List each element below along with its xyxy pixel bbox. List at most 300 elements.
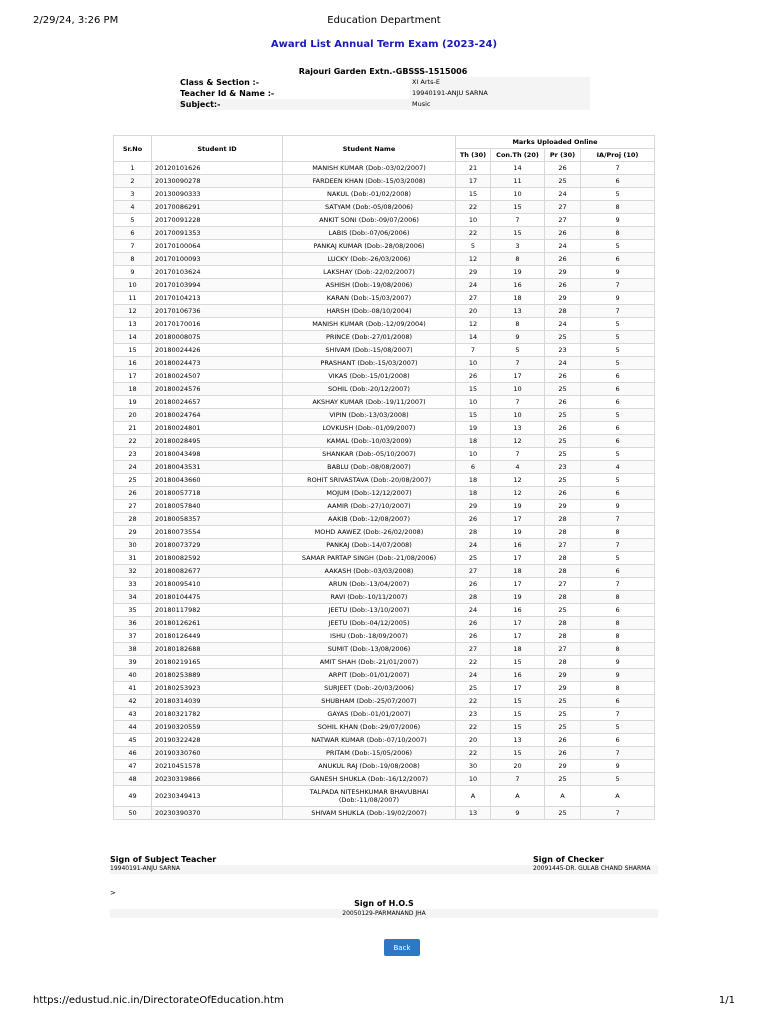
cell-conth: 15 <box>491 708 545 721</box>
teacher-row <box>176 88 590 99</box>
cell-sname: JEETU (Dob:-13/10/2007) <box>283 604 456 617</box>
cell-sid: 20120101626 <box>152 162 283 175</box>
cell-srno: 11 <box>114 292 152 305</box>
table-row <box>114 773 655 786</box>
table-row <box>114 695 655 708</box>
table-row <box>114 643 655 656</box>
cell-th: 28 <box>456 526 491 539</box>
cell-sname: MANISH KUMAR (Dob:-12/09/2004) <box>283 318 456 331</box>
cell-pr: 25 <box>545 409 581 422</box>
cell-sname: AMIT SHAH (Dob:-21/01/2007) <box>283 656 456 669</box>
cell-srno: 29 <box>114 526 152 539</box>
table-row <box>114 461 655 474</box>
teacher-value: 19940191-ANJU SARNA <box>410 88 590 99</box>
cell-sname: ARUN (Dob:-13/04/2007) <box>283 578 456 591</box>
cell-pr: 23 <box>545 461 581 474</box>
cell-sname: SUMIT (Dob:-13/08/2006) <box>283 643 456 656</box>
cell-sname: ISHU (Dob:-18/09/2007) <box>283 630 456 643</box>
cell-sid: 20230319866 <box>152 773 283 786</box>
cell-ia: 5 <box>581 552 655 565</box>
header-ia: IA/Proj (10) <box>581 149 655 162</box>
cell-ia: 7 <box>581 539 655 552</box>
cell-sid: 20180024426 <box>152 344 283 357</box>
cell-ia: 6 <box>581 422 655 435</box>
cell-sid: 20180082677 <box>152 565 283 578</box>
cell-ia: 6 <box>581 370 655 383</box>
cell-sname: KARAN (Dob:-15/03/2007) <box>283 292 456 305</box>
cell-srno: 45 <box>114 734 152 747</box>
cell-conth: 7 <box>491 214 545 227</box>
cell-srno: 47 <box>114 760 152 773</box>
cell-ia: 6 <box>581 383 655 396</box>
table-row <box>114 604 655 617</box>
cell-pr: 27 <box>545 214 581 227</box>
cell-conth: 8 <box>491 253 545 266</box>
cell-conth: 17 <box>491 617 545 630</box>
cell-conth: 10 <box>491 383 545 396</box>
cell-pr: 28 <box>545 565 581 578</box>
cell-conth: 18 <box>491 565 545 578</box>
cell-sname: LUCKY (Dob:-26/03/2006) <box>283 253 456 266</box>
header-conth: Con.Th (20) <box>491 149 545 162</box>
cell-ia: 7 <box>581 807 655 820</box>
cell-sid: 20180219165 <box>152 656 283 669</box>
cell-pr: 28 <box>545 617 581 630</box>
cell-th: 20 <box>456 734 491 747</box>
cell-sid: 20170103624 <box>152 266 283 279</box>
table-row <box>114 214 655 227</box>
cell-sname: BABLU (Dob:-08/08/2007) <box>283 461 456 474</box>
cell-conth: 20 <box>491 760 545 773</box>
cell-conth: 13 <box>491 305 545 318</box>
cell-sid: 20180253889 <box>152 669 283 682</box>
cell-conth: 9 <box>491 807 545 820</box>
cell-th: 19 <box>456 422 491 435</box>
cell-sid: 20180104475 <box>152 591 283 604</box>
cell-srno: 24 <box>114 461 152 474</box>
cell-sname: SHIVAM (Dob:-15/08/2007) <box>283 344 456 357</box>
cell-srno: 33 <box>114 578 152 591</box>
cell-sname: PANKAJ (Dob:-14/07/2008) <box>283 539 456 552</box>
cell-ia: 8 <box>581 630 655 643</box>
cell-sid: 20180024764 <box>152 409 283 422</box>
cell-conth: 8 <box>491 318 545 331</box>
cell-ia: 9 <box>581 656 655 669</box>
cell-ia: 7 <box>581 513 655 526</box>
cell-sname: MOHD AAWEZ (Dob:-26/02/2008) <box>283 526 456 539</box>
cell-conth: 12 <box>491 487 545 500</box>
cell-ia: 8 <box>581 227 655 240</box>
cell-sid: 20180082592 <box>152 552 283 565</box>
cell-ia: 5 <box>581 344 655 357</box>
cell-conth: 19 <box>491 591 545 604</box>
cell-pr: 25 <box>545 721 581 734</box>
cell-th: 12 <box>456 318 491 331</box>
cell-pr: 25 <box>545 448 581 461</box>
cell-th: 15 <box>456 188 491 201</box>
cell-th: 20 <box>456 305 491 318</box>
cell-conth: 19 <box>491 526 545 539</box>
cell-pr: 29 <box>545 292 581 305</box>
cell-th: 22 <box>456 721 491 734</box>
cell-sid: 20180182688 <box>152 643 283 656</box>
cell-conth: 15 <box>491 747 545 760</box>
cell-sname: ANKIT SONI (Dob:-09/07/2006) <box>283 214 456 227</box>
cell-pr: 28 <box>545 526 581 539</box>
cell-ia: 8 <box>581 643 655 656</box>
cell-sid: 20180126261 <box>152 617 283 630</box>
marker: > <box>110 889 116 897</box>
cell-th: 27 <box>456 292 491 305</box>
table-row <box>114 448 655 461</box>
cell-sname: LABIS (Dob:-07/06/2006) <box>283 227 456 240</box>
subject-label: Subject:- <box>176 99 410 110</box>
cell-th: 26 <box>456 578 491 591</box>
cell-ia: 6 <box>581 435 655 448</box>
cell-conth: 17 <box>491 552 545 565</box>
cell-th: 26 <box>456 617 491 630</box>
cell-sname: NAKUL (Dob:-01/02/2008) <box>283 188 456 201</box>
cell-sname: AKSHAY KUMAR (Dob:-19/11/2007) <box>283 396 456 409</box>
cell-srno: 44 <box>114 721 152 734</box>
cell-pr: 25 <box>545 604 581 617</box>
cell-sname: SAMAR PARTAP SINGH (Dob:-21/08/2006) <box>283 552 456 565</box>
cell-sname: NATWAR KUMAR (Dob:-07/10/2007) <box>283 734 456 747</box>
table-row <box>114 240 655 253</box>
cell-srno: 34 <box>114 591 152 604</box>
cell-srno: 43 <box>114 708 152 721</box>
table-row <box>114 396 655 409</box>
table-row <box>114 656 655 669</box>
table-row <box>114 513 655 526</box>
cell-th: 15 <box>456 409 491 422</box>
cell-ia: 9 <box>581 500 655 513</box>
cell-sname: SOHIL (Dob:-20/12/2007) <box>283 383 456 396</box>
cell-conth: 5 <box>491 344 545 357</box>
cell-conth: 3 <box>491 240 545 253</box>
cell-sid: 20190330760 <box>152 747 283 760</box>
header-student-name: Student Name <box>283 136 456 162</box>
cell-pr: 26 <box>545 253 581 266</box>
table-row <box>114 682 655 695</box>
cell-th: 5 <box>456 240 491 253</box>
cell-conth: 18 <box>491 292 545 305</box>
cell-conth: 4 <box>491 461 545 474</box>
table-row <box>114 357 655 370</box>
table-row <box>114 669 655 682</box>
cell-pr: 25 <box>545 807 581 820</box>
cell-pr: 29 <box>545 760 581 773</box>
table-row <box>114 292 655 305</box>
cell-sid: 20130090278 <box>152 175 283 188</box>
cell-sid: 20170091353 <box>152 227 283 240</box>
cell-sname: AAKASH (Dob:-03/03/2008) <box>283 565 456 578</box>
cell-ia: 6 <box>581 565 655 578</box>
cell-srno: 38 <box>114 643 152 656</box>
cell-srno: 48 <box>114 773 152 786</box>
cell-th: 6 <box>456 461 491 474</box>
cell-th: 10 <box>456 357 491 370</box>
cell-th: 27 <box>456 643 491 656</box>
table-row <box>114 409 655 422</box>
cell-th: 21 <box>456 162 491 175</box>
table-row <box>114 318 655 331</box>
cell-srno: 8 <box>114 253 152 266</box>
cell-pr: 29 <box>545 682 581 695</box>
cell-ia: 5 <box>581 721 655 734</box>
table-row <box>114 487 655 500</box>
cell-conth: 17 <box>491 630 545 643</box>
cell-sid: 20180253923 <box>152 682 283 695</box>
cell-ia: 8 <box>581 682 655 695</box>
cell-ia: 9 <box>581 292 655 305</box>
cell-sid: 20230390370 <box>152 807 283 820</box>
cell-pr: 26 <box>545 734 581 747</box>
cell-pr: 24 <box>545 240 581 253</box>
cell-ia: 5 <box>581 448 655 461</box>
table-body <box>114 162 655 820</box>
cell-sname: SOHIL KHAN (Dob:-29/07/2006) <box>283 721 456 734</box>
cell-ia: 9 <box>581 214 655 227</box>
table-row <box>114 591 655 604</box>
hos-sign-title: Sign of H.O.S <box>354 899 414 908</box>
subject-value: Music <box>410 99 590 110</box>
cell-pr: 25 <box>545 331 581 344</box>
cell-srno: 18 <box>114 383 152 396</box>
cell-pr: 25 <box>545 383 581 396</box>
cell-pr: 26 <box>545 279 581 292</box>
cell-pr: 25 <box>545 474 581 487</box>
cell-srno: 10 <box>114 279 152 292</box>
class-row <box>176 77 590 88</box>
cell-sname: SHIVAM SHUKLA (Dob:-19/02/2007) <box>283 807 456 820</box>
cell-ia: 9 <box>581 266 655 279</box>
cell-th: 23 <box>456 708 491 721</box>
cell-ia: 5 <box>581 773 655 786</box>
cell-srno: 23 <box>114 448 152 461</box>
cell-srno: 49 <box>114 786 152 807</box>
cell-conth: 18 <box>491 643 545 656</box>
cell-sname: TALPADA NITESHKUMAR BHAVUBHAI (Dob:-11/08/2007) <box>283 786 456 807</box>
cell-pr: 28 <box>545 305 581 318</box>
table-row <box>114 383 655 396</box>
cell-ia: 7 <box>581 747 655 760</box>
cell-sname: PRINCE (Dob:-27/01/2008) <box>283 331 456 344</box>
cell-sid: 20180008075 <box>152 331 283 344</box>
cell-srno: 36 <box>114 617 152 630</box>
cell-pr: 26 <box>545 227 581 240</box>
cell-th: 7 <box>456 344 491 357</box>
cell-pr: 28 <box>545 630 581 643</box>
cell-sid: 20180043660 <box>152 474 283 487</box>
cell-th: 25 <box>456 552 491 565</box>
cell-sname: FARDEEN KHAN (Dob:-15/03/2008) <box>283 175 456 188</box>
cell-th: 27 <box>456 565 491 578</box>
cell-ia: 9 <box>581 760 655 773</box>
cell-th: 13 <box>456 807 491 820</box>
table-row <box>114 305 655 318</box>
cell-sid: 20180058357 <box>152 513 283 526</box>
cell-ia: 6 <box>581 695 655 708</box>
cell-sname: VIPIN (Dob:-13/03/2008) <box>283 409 456 422</box>
cell-ia: 4 <box>581 461 655 474</box>
cell-pr: 28 <box>545 552 581 565</box>
cell-th: 26 <box>456 630 491 643</box>
cell-th: 26 <box>456 370 491 383</box>
cell-conth: 16 <box>491 539 545 552</box>
cell-sname: PRITAM (Dob:-15/05/2006) <box>283 747 456 760</box>
cell-ia: 6 <box>581 175 655 188</box>
cell-th: 29 <box>456 266 491 279</box>
cell-th: 22 <box>456 656 491 669</box>
table-row <box>114 201 655 214</box>
cell-th: 12 <box>456 253 491 266</box>
cell-sname: ROHIT SRIVASTAVA (Dob:-20/08/2007) <box>283 474 456 487</box>
cell-conth: 15 <box>491 201 545 214</box>
cell-conth: 16 <box>491 669 545 682</box>
cell-ia: 8 <box>581 591 655 604</box>
cell-pr: 26 <box>545 487 581 500</box>
cell-srno: 7 <box>114 240 152 253</box>
page-title: Award List Annual Term Exam (2023-24) <box>270 39 498 50</box>
cell-conth: 11 <box>491 175 545 188</box>
table-row <box>114 500 655 513</box>
cell-sid: 20230349413 <box>152 786 283 807</box>
cell-ia: 5 <box>581 318 655 331</box>
cell-srno: 16 <box>114 357 152 370</box>
teacher-label: Teacher Id & Name :- <box>180 89 275 98</box>
cell-pr: 24 <box>545 318 581 331</box>
cell-conth: 15 <box>491 227 545 240</box>
cell-pr: 24 <box>545 188 581 201</box>
cell-th: 18 <box>456 474 491 487</box>
hos-sign-name: 20050129-PARMANAND JHA <box>110 909 658 918</box>
cell-th: 22 <box>456 695 491 708</box>
print-page: 1/1 <box>718 995 735 1006</box>
cell-pr: 26 <box>545 370 581 383</box>
cell-sname: KAMAL (Dob:-10/03/2009) <box>283 435 456 448</box>
subject-row <box>176 99 590 110</box>
cell-pr: 25 <box>545 435 581 448</box>
cell-th: 24 <box>456 604 491 617</box>
cell-srno: 2 <box>114 175 152 188</box>
cell-sid: 20180024801 <box>152 422 283 435</box>
cell-sname: RAVI (Dob:-10/11/2007) <box>283 591 456 604</box>
cell-conth: 17 <box>491 513 545 526</box>
cell-srno: 3 <box>114 188 152 201</box>
cell-pr: 29 <box>545 266 581 279</box>
cell-sname: VIKAS (Dob:-15/01/2008) <box>283 370 456 383</box>
cell-ia: A <box>581 786 655 807</box>
cell-sid: 20180314039 <box>152 695 283 708</box>
cell-sid: 20170103994 <box>152 279 283 292</box>
header-student-id: Student ID <box>152 136 283 162</box>
cell-sid: 20170091228 <box>152 214 283 227</box>
cell-srno: 26 <box>114 487 152 500</box>
table-row <box>114 344 655 357</box>
school-name: Rajouri Garden Extn.-GBSSS-1515006 <box>298 67 468 76</box>
cell-conth: 10 <box>491 188 545 201</box>
cell-sname: JEETU (Dob:-04/12/2005) <box>283 617 456 630</box>
back-button[interactable]: Back <box>384 939 420 956</box>
cell-conth: 19 <box>491 266 545 279</box>
cell-pr: 26 <box>545 422 581 435</box>
cell-pr: 25 <box>545 708 581 721</box>
cell-conth: 7 <box>491 773 545 786</box>
cell-conth: 9 <box>491 331 545 344</box>
header-th: Th (30) <box>456 149 491 162</box>
table-row <box>114 552 655 565</box>
table-row <box>114 266 655 279</box>
cell-pr: 26 <box>545 747 581 760</box>
cell-sname: ASHISH (Dob:-19/08/2006) <box>283 279 456 292</box>
cell-srno: 17 <box>114 370 152 383</box>
sign-names <box>110 865 658 874</box>
cell-conth: 7 <box>491 357 545 370</box>
cell-sid: 20180024657 <box>152 396 283 409</box>
marks-table <box>113 135 655 820</box>
cell-sid: 20180057718 <box>152 487 283 500</box>
cell-conth: 12 <box>491 435 545 448</box>
cell-sid: 20170170016 <box>152 318 283 331</box>
cell-th: 30 <box>456 760 491 773</box>
cell-th: 18 <box>456 435 491 448</box>
table-row <box>114 253 655 266</box>
cell-srno: 20 <box>114 409 152 422</box>
cell-pr: 27 <box>545 201 581 214</box>
cell-ia: 8 <box>581 526 655 539</box>
cell-conth: 7 <box>491 396 545 409</box>
cell-srno: 19 <box>114 396 152 409</box>
cell-conth: 13 <box>491 734 545 747</box>
cell-srno: 12 <box>114 305 152 318</box>
cell-srno: 46 <box>114 747 152 760</box>
cell-pr: 25 <box>545 773 581 786</box>
cell-srno: 27 <box>114 500 152 513</box>
cell-th: 24 <box>456 669 491 682</box>
cell-ia: 5 <box>581 331 655 344</box>
cell-sid: 20180057840 <box>152 500 283 513</box>
cell-srno: 42 <box>114 695 152 708</box>
cell-sid: 20180028495 <box>152 435 283 448</box>
cell-th: 22 <box>456 227 491 240</box>
print-header <box>33 15 735 29</box>
table-row <box>114 807 655 820</box>
cell-srno: 4 <box>114 201 152 214</box>
table-row <box>114 708 655 721</box>
cell-th: 10 <box>456 396 491 409</box>
cell-ia: 6 <box>581 253 655 266</box>
cell-ia: 5 <box>581 409 655 422</box>
print-datetime: 2/29/24, 3:26 PM <box>33 15 119 26</box>
table-row <box>114 435 655 448</box>
cell-pr: 28 <box>545 513 581 526</box>
cell-sid: 20170100064 <box>152 240 283 253</box>
cell-sname: SHUBHAM (Dob:-25/07/2007) <box>283 695 456 708</box>
cell-srno: 13 <box>114 318 152 331</box>
cell-sname: SHANKAR (Dob:-05/10/2007) <box>283 448 456 461</box>
cell-sname: MANISH KUMAR (Dob:-03/02/2007) <box>283 162 456 175</box>
table-row <box>114 227 655 240</box>
cell-pr: 28 <box>545 591 581 604</box>
cell-srno: 35 <box>114 604 152 617</box>
cell-th: 22 <box>456 201 491 214</box>
teacher-sign-title: Sign of Subject Teacher <box>110 855 217 864</box>
cell-ia: 8 <box>581 617 655 630</box>
table-row <box>114 747 655 760</box>
cell-sname: AAKIB (Dob:-12/08/2007) <box>283 513 456 526</box>
cell-ia: 7 <box>581 305 655 318</box>
